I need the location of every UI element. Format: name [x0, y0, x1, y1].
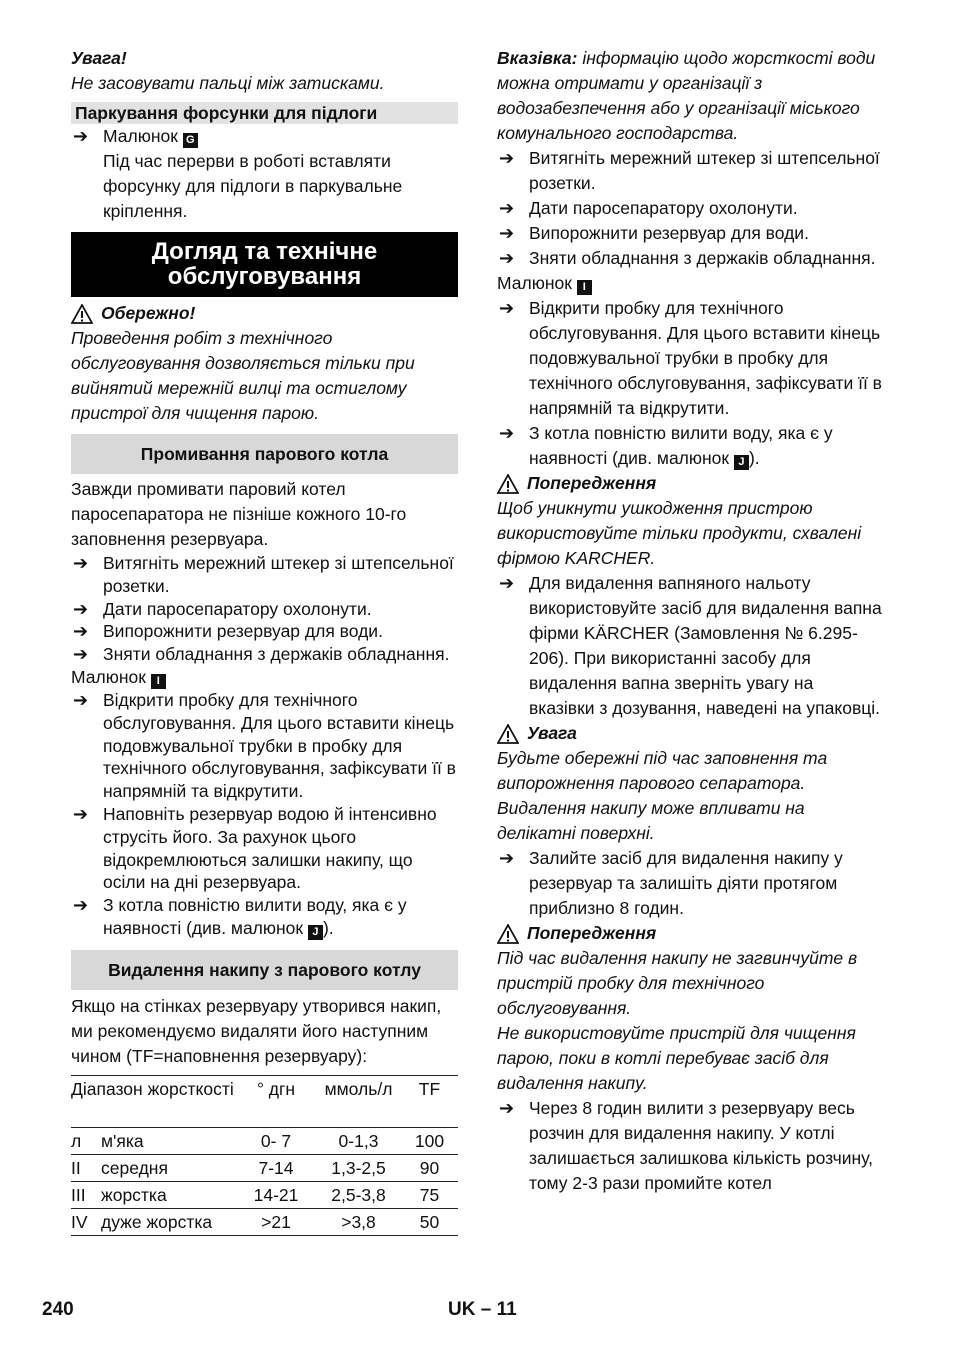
cell: 50: [401, 1208, 458, 1235]
cell: >3,8: [316, 1208, 401, 1235]
figure-badge-j: J: [734, 455, 749, 470]
rinse-steps: [71, 552, 458, 666]
cell: 0-1,3: [316, 1127, 401, 1154]
step-text-end: ).: [748, 448, 760, 468]
cell: середня: [101, 1154, 236, 1181]
right-steps-3: [497, 571, 883, 721]
right-arrow-icon: ➔: [73, 895, 89, 916]
list-item: [497, 196, 883, 221]
list-item: [497, 421, 883, 471]
attention-text: Будьте обережні під час заповнення та випорожнення парового сепаратора. Видалення накипу може впливати на делікатні поверхні.: [497, 748, 828, 843]
hardness-table: [71, 1075, 458, 1236]
warning-title: Попередження: [527, 473, 657, 493]
table-row: [71, 1208, 458, 1235]
cell: 90: [401, 1154, 458, 1181]
rinse-heading: Промивання парового котла: [71, 434, 458, 474]
right-steps-1: [497, 146, 883, 271]
header-mmol: ммоль/л: [316, 1075, 401, 1127]
list-item: [497, 146, 883, 196]
right-arrow-icon: ➔: [499, 223, 515, 243]
main-title: Догляд та технічне обслуговування: [71, 232, 458, 297]
cell: II: [71, 1154, 101, 1181]
descale-heading: Видалення накипу з парового котлу: [71, 950, 458, 990]
right-arrow-icon: ➔: [499, 298, 515, 318]
table-row: [71, 1181, 458, 1208]
right-steps-4: [497, 846, 883, 921]
step-text: Випорожнити резервуар для води.: [103, 621, 383, 642]
step-text: Залийте засіб для видалення накипу у резервуар та залишіть діяти протягом приблизно 8 годин.: [529, 848, 843, 918]
cell: 7-14: [236, 1154, 316, 1181]
right-steps-5: [497, 1096, 883, 1196]
cell: 14-21: [236, 1181, 316, 1208]
warning-triangle-icon: [497, 474, 519, 494]
header-tf: TF: [401, 1075, 458, 1127]
right-arrow-icon: ➔: [73, 644, 89, 665]
right-arrow-icon: ➔: [499, 1098, 515, 1118]
list-item: [497, 246, 883, 271]
figure-label: Малюнок: [497, 273, 572, 293]
right-arrow-icon: ➔: [499, 148, 515, 168]
attention-title: Увага: [527, 723, 577, 743]
step-text: З котла повністю вилити воду, яка є у наявності (див. малюнок: [103, 895, 407, 938]
cell: м'яка: [101, 1127, 236, 1154]
figure-reference: [497, 271, 883, 296]
step-text: Наповніть резервуар водою й інтенсивно струсіть його. За рахунок цього відокремлюються залишки накипу, що осіли на дні резервуара.: [103, 803, 437, 893]
figure-badge-g: G: [183, 133, 198, 148]
cell: >21: [236, 1208, 316, 1235]
rinse-steps-2: [71, 689, 458, 940]
step-text: Відкрити пробку для технічного обслуговування. Для цього вставити кінець подовжувальної трубки в пробку для технічного обслуговування, зафіксувати її в напрямній та відкрутити.: [529, 298, 882, 418]
list-item: [497, 296, 883, 421]
right-arrow-icon: ➔: [499, 848, 515, 868]
cell: 1,3-2,5: [316, 1154, 401, 1181]
step-text: З котла повністю вилити воду, яка є у наявності (див. малюнок: [529, 423, 833, 468]
right-arrow-icon: ➔: [73, 598, 89, 619]
right-arrow-icon: ➔: [73, 126, 89, 146]
rinse-intro: Завжди промивати паровий котел паросепаратора не пізніше кожного 10-го заповнення резервуара.: [71, 479, 407, 549]
figure-reference: [71, 666, 458, 689]
step-text: Випорожнити резервуар для води.: [529, 223, 809, 243]
note: [497, 46, 883, 146]
list-item: [497, 846, 883, 921]
step-text: Дати паросепаратору охолонути.: [529, 198, 798, 218]
step-text: Для видалення вапняного нальоту використовуйте засіб для видалення вапна фірми KÄRCHER (Замовлення № 6.295-206). При використанні засобу для видалення вапна зверніть увагу на вказівки з дозування, наведені на упаковці.: [529, 573, 882, 718]
cell: л: [71, 1127, 101, 1154]
note-text: інформацію щодо жорсткості води можна отримати у організації з водозабезпечення або у організації міського комунального господарства.: [497, 48, 876, 143]
list-item: [71, 124, 458, 149]
right-steps-2: [497, 296, 883, 471]
left-column: [71, 46, 458, 1236]
parking-text: Під час перерви в роботі вставляти форсунку для підлоги в паркувальне кріплення.: [103, 151, 403, 221]
right-arrow-icon: ➔: [499, 423, 515, 443]
step-text: Зняти обладнання з держаків обладнання.: [103, 644, 450, 665]
right-arrow-icon: ➔: [499, 198, 515, 218]
step-text: Витягніть мережний штекер зі штепсельної розетки.: [529, 148, 880, 193]
figure-badge-i: I: [577, 280, 592, 295]
careful-heading: [71, 301, 458, 326]
right-arrow-icon: ➔: [499, 248, 515, 268]
step-text: Витягніть мережний штекер зі штепсельної розетки.: [103, 553, 454, 596]
cell: 100: [401, 1127, 458, 1154]
warning-heading-2: [497, 921, 883, 946]
step-text: Відкрити пробку для технічного обслуговування. Для цього вставити кінець подовжувальної трубки в пробку для технічного обслуговування, зафіксувати її в напрямній та відкрутити.: [103, 689, 456, 802]
parking-list: [71, 124, 458, 149]
right-arrow-icon: ➔: [73, 553, 89, 573]
warning-text: Щоб уникнути ушкодження пристрою використовуйте тільки продукти, схвалені фірмою KARCHER.: [497, 498, 862, 568]
step-text: Дати паросепаратору охолонути.: [103, 598, 372, 619]
cell: III: [71, 1181, 101, 1208]
cell: дуже жорстка: [101, 1208, 236, 1235]
attention-heading: [497, 721, 883, 746]
list-item: [71, 689, 458, 803]
warning-triangle-icon: [71, 304, 93, 324]
warning-triangle-icon: [497, 724, 519, 744]
header-range: Діапазон жорсткості: [71, 1075, 236, 1127]
page-number: 240: [42, 1299, 74, 1320]
cell: жорстка: [101, 1181, 236, 1208]
cell: 2,5-3,8: [316, 1181, 401, 1208]
right-arrow-icon: ➔: [499, 573, 515, 593]
list-item: [71, 894, 458, 940]
header-dgn: ° дгн: [236, 1075, 316, 1127]
warning-triangle-icon: [497, 924, 519, 944]
table-row: [71, 1127, 458, 1154]
step-text: Зняти обладнання з держаків обладнання.: [529, 248, 876, 268]
right-arrow-icon: ➔: [73, 689, 89, 710]
cell: 0- 7: [236, 1127, 316, 1154]
figure-badge-j: J: [308, 925, 323, 940]
list-item: [497, 221, 883, 246]
figure-label: Малюнок: [103, 126, 178, 146]
list-item: [71, 598, 458, 621]
right-column: [497, 46, 883, 1196]
list-item: [497, 1096, 883, 1196]
table-header-row: [71, 1075, 458, 1127]
careful-title: Обережно!: [101, 303, 196, 323]
note-label: Вказівка:: [497, 48, 578, 68]
list-item: [71, 620, 458, 643]
careful-text: Проведення робіт з технічного обслуговування дозволяється тільки при вийнятий мережній вилці та остиглому пристрої для чищення парою.: [71, 328, 415, 423]
section-page: UK – 11: [448, 1299, 517, 1320]
descale-intro: Якщо на стінках резервуару утворився накип, ми рекомендуємо видаляти його наступним чином (TF=наповнення резервуару):: [71, 995, 442, 1066]
parking-heading: Паркування форсунки для підлоги: [71, 102, 458, 124]
right-arrow-icon: ➔: [73, 621, 89, 642]
warning-heading-1: [497, 471, 883, 496]
figure-badge-i: I: [151, 674, 166, 689]
right-arrow-icon: ➔: [73, 803, 89, 824]
cell: 75: [401, 1181, 458, 1208]
warning-text: Не використовуйте пристрій для чищення парою, поки в котлі перебуває засіб для видалення накипу.: [497, 1023, 856, 1093]
list-item: [71, 643, 458, 666]
caution-title: Увага!: [71, 48, 127, 68]
list-item: [71, 552, 458, 598]
step-text-end: ).: [322, 917, 334, 938]
table-row: [71, 1154, 458, 1181]
caution-text: Не засовувати пальці між затисками.: [71, 73, 385, 93]
figure-label: Малюнок: [71, 666, 146, 687]
cell: IV: [71, 1208, 101, 1235]
list-item: [497, 571, 883, 721]
step-text: Через 8 годин вилити з резервуару весь розчин для видалення накипу. У котлі залишається залишкова кількість розчину, тому 2-3 рази промийте котел: [529, 1098, 874, 1193]
warning-text: Під час видалення накипу не загвинчуйте в пристрій пробку для технічного обслуговування.: [497, 948, 858, 1018]
list-item: [71, 803, 458, 894]
warning-title: Попередження: [527, 923, 657, 943]
